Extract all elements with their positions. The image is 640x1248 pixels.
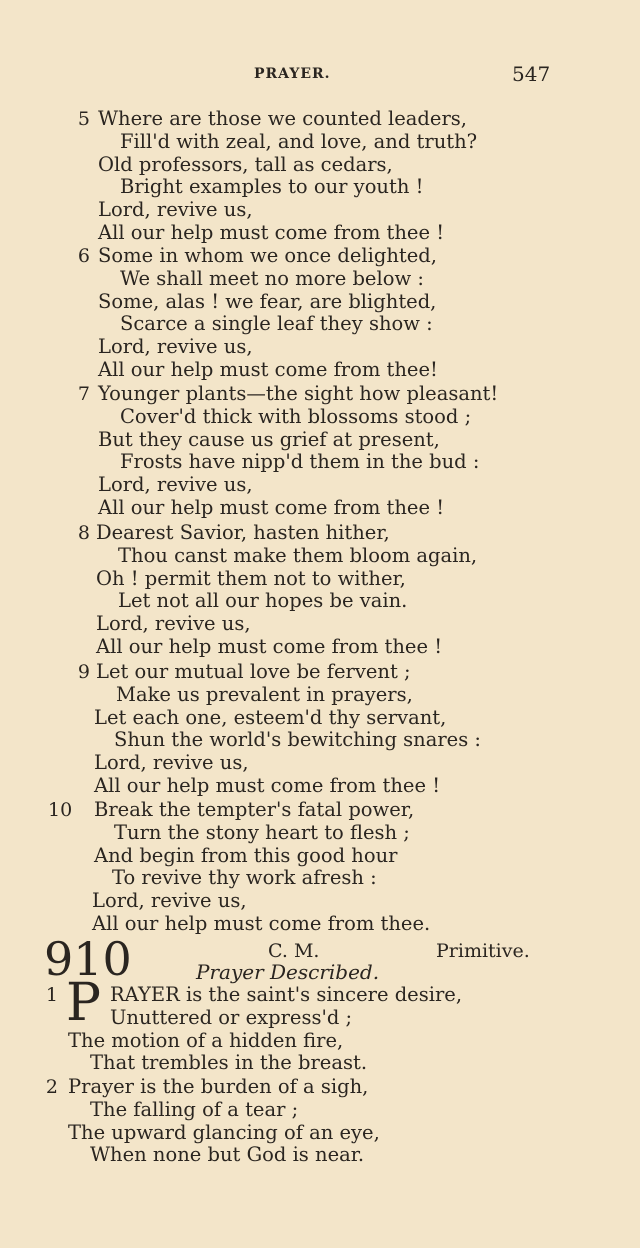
verse-line: Old professors, tall as cedars,	[98, 152, 393, 176]
verse-line: Fill'd with zeal, and love, and truth?	[120, 129, 478, 153]
verse-line: Some, alas ! we fear, are blighted,	[98, 289, 437, 313]
drop-cap: P	[66, 973, 101, 1033]
verse-line: All our help must come from thee !	[98, 495, 445, 519]
verse-line: To revive thy work afresh :	[112, 866, 377, 890]
verse-line: Let our mutual love be fervent ;	[96, 660, 411, 683]
verse-line: Lord, revive us,	[98, 335, 253, 359]
verse-number: 1	[45, 984, 58, 1006]
verse-line: Bright examples to our youth !	[120, 175, 424, 199]
verse-line: All our help must come from thee !	[96, 634, 443, 658]
verse-line: Shun the world's bewitching snares :	[114, 728, 481, 752]
verse-number: 2	[45, 1076, 58, 1098]
verse-number: 10	[48, 799, 73, 821]
verse-line: And begin from this good hour	[94, 843, 398, 867]
verse-line: Break the tempter's fatal power,	[94, 798, 415, 821]
verse-line: When none but God is near.	[90, 1143, 365, 1167]
verse-number: 9	[77, 661, 90, 683]
verse-line: The motion of a hidden fire,	[68, 1028, 344, 1052]
verse-number: 6	[77, 245, 90, 267]
verse-line: Cover'd thick with blossoms stood ;	[120, 404, 472, 428]
verse-line: Younger plants—the sight how pleasant!	[98, 382, 499, 405]
verse-line: Lord, revive us,	[94, 751, 249, 775]
verse-line: That trembles in the breast.	[90, 1051, 368, 1075]
verse-5	[48, 108, 608, 245]
verse-line: The falling of a tear ;	[90, 1097, 299, 1121]
verse-line: The upward glancing of an eye,	[68, 1120, 380, 1144]
verse-8	[48, 522, 608, 659]
verse-line: Thou canst make them bloom again,	[118, 543, 478, 567]
verse-line: We shall meet no more below :	[120, 266, 424, 290]
verse-number: 8	[77, 522, 90, 544]
verse-line: Dearest Savior, hasten hither,	[96, 521, 390, 544]
verse-line: Let each one, esteem'd thy servant,	[94, 705, 447, 729]
verse-line: Make us prevalent in prayers,	[116, 682, 413, 706]
verse-line: Scarce a single leaf they show :	[120, 312, 433, 336]
hymn-title: Prayer Described.	[196, 960, 380, 984]
verse-line: All our help must come from thee.	[92, 911, 431, 935]
verse-line: All our help must come from thee !	[98, 220, 445, 244]
hymn-verse-2	[44, 1076, 604, 1167]
hymn-meter: C. M.	[268, 940, 320, 962]
verse-line: Oh ! permit them not to wither,	[96, 566, 406, 590]
verse-number: 7	[77, 383, 90, 405]
verse-line: Where are those we counted leaders,	[98, 107, 467, 130]
hymn-tune: Primitive.	[436, 940, 530, 962]
page-number: 547	[512, 62, 551, 86]
verse-7	[48, 383, 608, 520]
verse-6	[48, 245, 608, 382]
running-header: PRAYER.	[254, 66, 331, 82]
verse-line: Some in whom we once delighted,	[98, 244, 437, 267]
verse-line: Frosts have nipp'd them in the bud :	[120, 450, 480, 474]
verse-line: Turn the stony heart to flesh ;	[114, 820, 410, 844]
verse-line: Unuttered or express'd ;	[110, 1005, 353, 1029]
verse-line: All our help must come from thee !	[94, 773, 441, 797]
hymn-verse-1	[44, 984, 604, 1075]
verse-line: Lord, revive us,	[92, 889, 247, 913]
verse-line: All our help must come from thee!	[98, 357, 438, 381]
verse-line: RAYER is the saint's sincere desire,	[110, 983, 463, 1006]
verse-line: But they cause us grief at present,	[98, 427, 440, 451]
verse-line: Let not all our hopes be vain.	[118, 589, 408, 613]
verse-line: Lord, revive us,	[98, 473, 253, 497]
verse-9	[48, 661, 608, 798]
hymn-number: 910	[44, 932, 132, 986]
verse-10	[48, 799, 608, 936]
verse-line: Prayer is the burden of a sigh,	[68, 1075, 369, 1098]
verse-number: 5	[77, 108, 90, 130]
verse-line: Lord, revive us,	[96, 612, 251, 636]
verse-line: Lord, revive us,	[98, 198, 253, 222]
